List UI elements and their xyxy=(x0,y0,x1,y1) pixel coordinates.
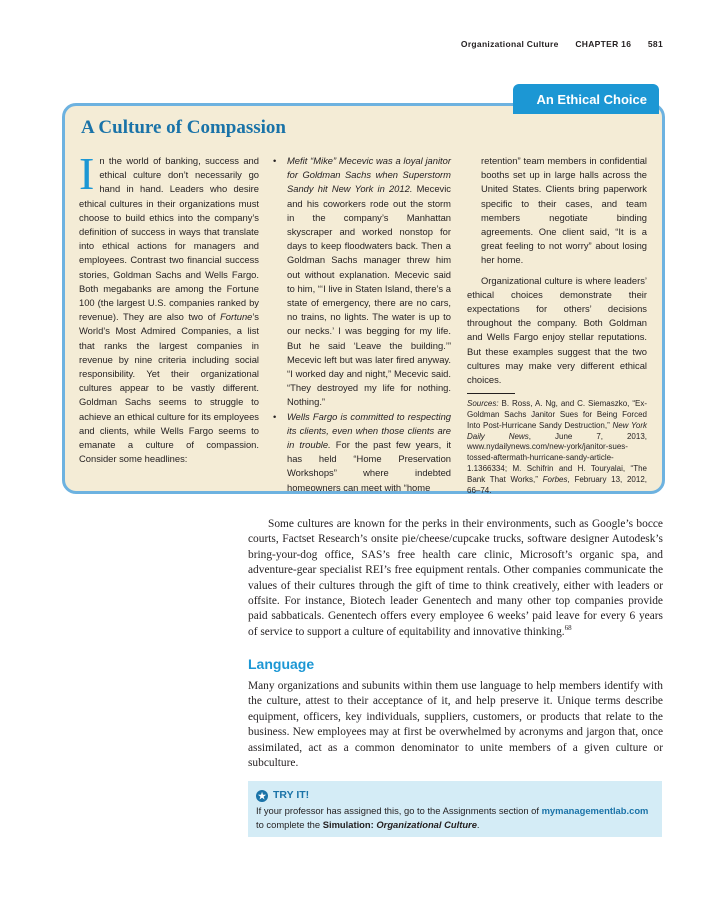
try-it-box xyxy=(248,781,662,837)
box-column-3 xyxy=(467,154,647,496)
mymanagementlab-link[interactable]: mymanagementlab.com xyxy=(541,805,649,816)
page-number: 581 xyxy=(647,39,663,49)
bullet1-italic: Mefit “Mike” Mecevic was a loyal janitor for Goldman Sachs when Superstorm Sandy hit New York in 2012. xyxy=(287,155,451,195)
bullet-item xyxy=(273,154,451,410)
language-heading: Language xyxy=(248,656,315,672)
box-column-2 xyxy=(273,154,451,495)
bullet-item xyxy=(273,410,451,495)
sources-text: , June 7, 2013, www.nydailynews.com/new-york/janitor-sues-tossed-aftermath-hurricane-sandy-article-1.1366334; M. Schifrin and H. Touryalai, “The Bank That Works,” xyxy=(467,431,647,484)
try-it-text: If your professor has assigned this, go to the Assignments section of xyxy=(256,805,542,816)
col3-paragraph: Organizational culture is where leaders’ ethical choices demonstrate their expectations for others’ decisions throughout the company. Both Goldman and Wells Fargo enjoy stellar reputations. But these examples suggest that the two cultures may make very different ethical choices. xyxy=(467,274,647,386)
box-column-1 xyxy=(79,148,259,466)
reference-number: 68 xyxy=(564,624,572,633)
simulation-title: Organizational Culture xyxy=(376,819,477,830)
ethical-choice-tab: An Ethical Choice xyxy=(513,84,659,114)
running-head-section: Organizational Culture xyxy=(460,39,559,49)
try-it-line-2 xyxy=(256,818,662,832)
star-icon: ★ xyxy=(257,791,267,801)
bullet-icon: • xyxy=(273,410,277,422)
sources-divider xyxy=(467,393,515,394)
bullet-icon: • xyxy=(273,155,277,166)
box-title: A Culture of Compassion xyxy=(81,117,286,138)
try-it-text: . xyxy=(476,819,480,830)
try-it-text: to complete the xyxy=(256,819,323,830)
bullet2-text: For the past few years, it has held “Home Preservation Workshops” where indebted homeowners can meet with “home xyxy=(287,439,452,493)
sources xyxy=(467,399,647,496)
col3-continued: retention” team members in confidential booths set up in large halls across the United States. Clients bring paperwork specific to their cases, and team members negotiate binding agreements. One client said, “It is a great feeling to not worry” about losing her home. xyxy=(481,155,647,266)
col1-italic: Fortune xyxy=(220,311,253,323)
bullet1-text: Mecevic and his coworkers rode out the storm in the company’s Manhattan skyscraper and worked nonstop for days to keep floodwaters back. Then a Goldman Sachs manager threw him out without explanation. Mecevic said to him, “‘I live in Staten Island, there’s a state of emergency, there are no cars, no trains, no lights. The water is up to our necks.’ I was begging for my life. But he said ‘Leave the building.’” Mecevic left but was later fired anyway. “I worked day and night,” Mecevic said. “They destroyed my life for nothing. Nothing.” xyxy=(287,183,451,408)
perks-text: Some cultures are known for the perks in their environments, such as Google’s bocce courts, Factset Research’s onsite pie/cheese/cupcake trucks, software designer Autodesk’s bring-your-dog office, SAS’s free health care clinic, Microsoft’s organic spa, and adventure-gear specialist REI’s free equipment rentals. Other companies communicate the values of their cultures through the gift of time to think creatively, either with leaders or offsite. For instance, Biotech leader Genentech and many other top companies provide paid sabbaticals. Genentech offers every employee 6 weeks’ paid leave for every 6 years of service to support a culture of equitability and innovative thinking. xyxy=(248,518,663,638)
sources-italic: Forbes xyxy=(542,474,568,484)
col1-text-end: ’s World’s Most Admired Companies, a list that ranks the largest companies in revenue by nine criteria including social responsibility. Yet their organizational cultures appear to be vastly different. Goldman Sachs seems to struggle to achieve an ethical culture for its employees and clients, while Wells Fargo seems to emanate a culture of compassion. Consider some headlines: xyxy=(79,311,259,465)
simulation-label: Simulation: xyxy=(322,819,377,830)
try-it-heading xyxy=(256,788,662,802)
body-paragraph-language xyxy=(248,679,663,771)
sources-italic: New York Daily News xyxy=(467,420,647,441)
running-head xyxy=(461,39,663,49)
ethical-choice-box xyxy=(62,103,665,494)
sources-label: Sources: xyxy=(467,399,499,409)
running-head-chapter: CHAPTER 16 xyxy=(575,39,632,49)
sources-text: B. Ross, A. Ng, and C. Siemaszko, “Ex-Goldman Sachs Janitor Sues for Being Forced Into Post-Hurricane Sandy Destruction,” xyxy=(467,399,647,430)
body-paragraph-perks xyxy=(248,517,663,640)
bullet2-italic: Wells Fargo is committed to respecting its clients, even when those clients are in trouble. xyxy=(287,410,451,451)
try-it-line-1 xyxy=(256,804,662,818)
language-text: Many organizations and subunits within them use language to help members identify with the culture, attest to their acceptance of it, and help preserve it. Unique terms describe equipment, officers, key individuals, suppliers, customers, or products that relate to the business. New employees may at first be overwhelmed by acronyms and jargon that, once assimilated, act as a common denominator to unite members of a given culture or subculture. xyxy=(248,680,663,770)
col1-text: n the world of banking, success and ethical culture don’t necessarily go hand in hand. Leaders who desire ethical cultures in their organizations must choose to build ethics into the company’s definition of success in ways that translate into ethical actions for managers and employees. Contrast two financial success stories, Goldman Sachs and Wells Fargo. Both megabanks are among the Fortune 100 (the largest U.S. companies ranked by revenue). They are also two of xyxy=(79,155,259,323)
sources-text: , February 13, 2012, 66–74. xyxy=(467,474,647,495)
drop-cap: I xyxy=(79,148,95,199)
try-it-label: TRY IT! xyxy=(273,789,310,801)
